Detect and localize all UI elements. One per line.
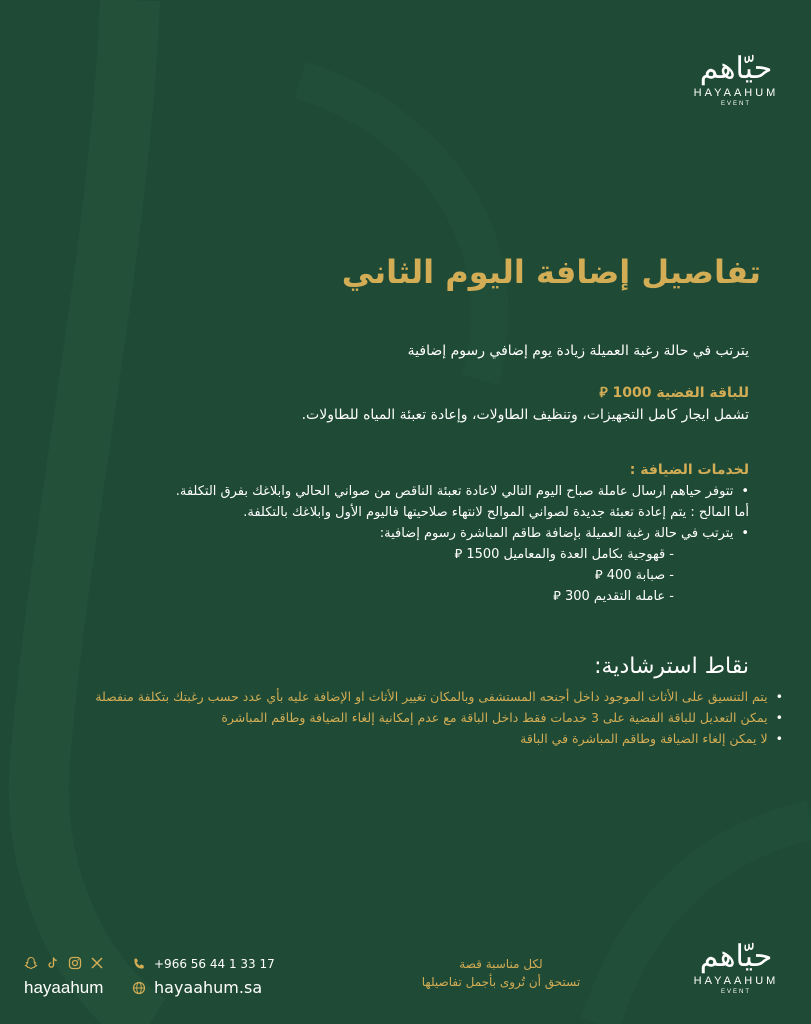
silver-package-description: تشمل ايجار كامل التجهيزات، وتنظيف الطاولات، وإعادة تعبئة المياه للطاولات. <box>301 407 749 423</box>
brand-logo-top <box>680 52 792 109</box>
silver-package-section <box>302 382 749 426</box>
brand-logo-bottom <box>680 940 792 997</box>
tagline-line: تستحق أن تُروى بأجمل تفاصيلها <box>421 975 581 989</box>
guideline-item: • لا يمكن إلغاء الضيافة وطاقم المباشرة في الباقة <box>23 728 783 749</box>
globe-icon <box>132 981 146 995</box>
hospitality-item: أما المالح : يتم إعادة تعبئة جديدة لصواني الموالح لانتهاء صلاحيتها فاليوم الأول وابلاغك بالتكلفة. <box>243 505 749 520</box>
brand-sub-label: EVENT <box>720 989 751 995</box>
guideline-item: • يتم التنسيق على الأثاث الموجود داخل أجنحه المستشفى وبالمكان تغيير الأثاث او الإضافة عليه بأي عدد حسب رغبتك بتكلفة منفصلة <box>23 686 783 707</box>
phone-icon <box>132 957 146 971</box>
brand-latin-name: HAYAAHUM <box>693 87 779 99</box>
social-block <box>24 955 104 998</box>
staff-fee-item: - قهوجية بكامل العدة والمعاميل 1500 ⃁ <box>59 544 674 565</box>
contact-block <box>132 952 275 1000</box>
page-title: تفاصيل إضافة اليوم الثاني <box>341 253 761 291</box>
intro-text: يترتب في حالة رغبة العميلة زيادة يوم إضافي رسوم إضافية <box>407 343 749 359</box>
guidelines-title: نقاط استرشادية: <box>594 654 749 679</box>
phone-number: +966 56 44 1 33 17 <box>154 957 275 971</box>
hospitality-heading: لخدمات الضيافة : <box>629 462 749 478</box>
brand-sub-label: EVENT <box>720 101 751 107</box>
hospitality-item: • تتوفر حياهم ارسال عاملة صباح اليوم التالي لاعادة تعبئة الناقص من صواني الحالي وابلاغك بفرق التكلفة. <box>59 481 749 502</box>
instagram-icon[interactable] <box>68 955 82 974</box>
staff-fee-item: - عامله التقديم 300 ⃁ <box>59 586 674 607</box>
brand-script-name: حيّاهم <box>699 51 773 86</box>
social-icons <box>24 955 104 973</box>
hospitality-section <box>59 460 749 607</box>
website-link: hayaahum.sa <box>154 978 263 997</box>
brand-latin-name: HAYAAHUM <box>693 975 779 987</box>
tiktok-icon[interactable] <box>46 955 60 974</box>
silver-package-title: للباقة الفضية 1000 ⃁ <box>599 385 749 401</box>
hospitality-item: • يترتب في حالة رغبة العميلة بإضافة طاقم المباشرة رسوم إضافية: <box>59 523 749 544</box>
guideline-item: • يمكن التعديل للباقة الفضية على 3 خدمات فقط داخل الباقة مع عدم إمكانية إلغاء الضيافة وطاقم المباشرة <box>23 707 783 728</box>
staff-fee-item: - صبابة 400 ⃁ <box>59 565 674 586</box>
brand-script-name: حيّاهم <box>699 939 773 974</box>
tagline <box>415 955 587 991</box>
website-row[interactable] <box>132 976 275 1000</box>
snapchat-icon[interactable] <box>24 955 38 974</box>
tagline-line: لكل مناسبة قصة <box>459 957 543 971</box>
phone-row[interactable] <box>132 952 275 976</box>
staff-fee-list <box>59 544 749 607</box>
guidelines-list <box>23 686 783 749</box>
social-handle[interactable]: hayaahum <box>24 978 104 997</box>
x-icon[interactable] <box>90 955 104 974</box>
